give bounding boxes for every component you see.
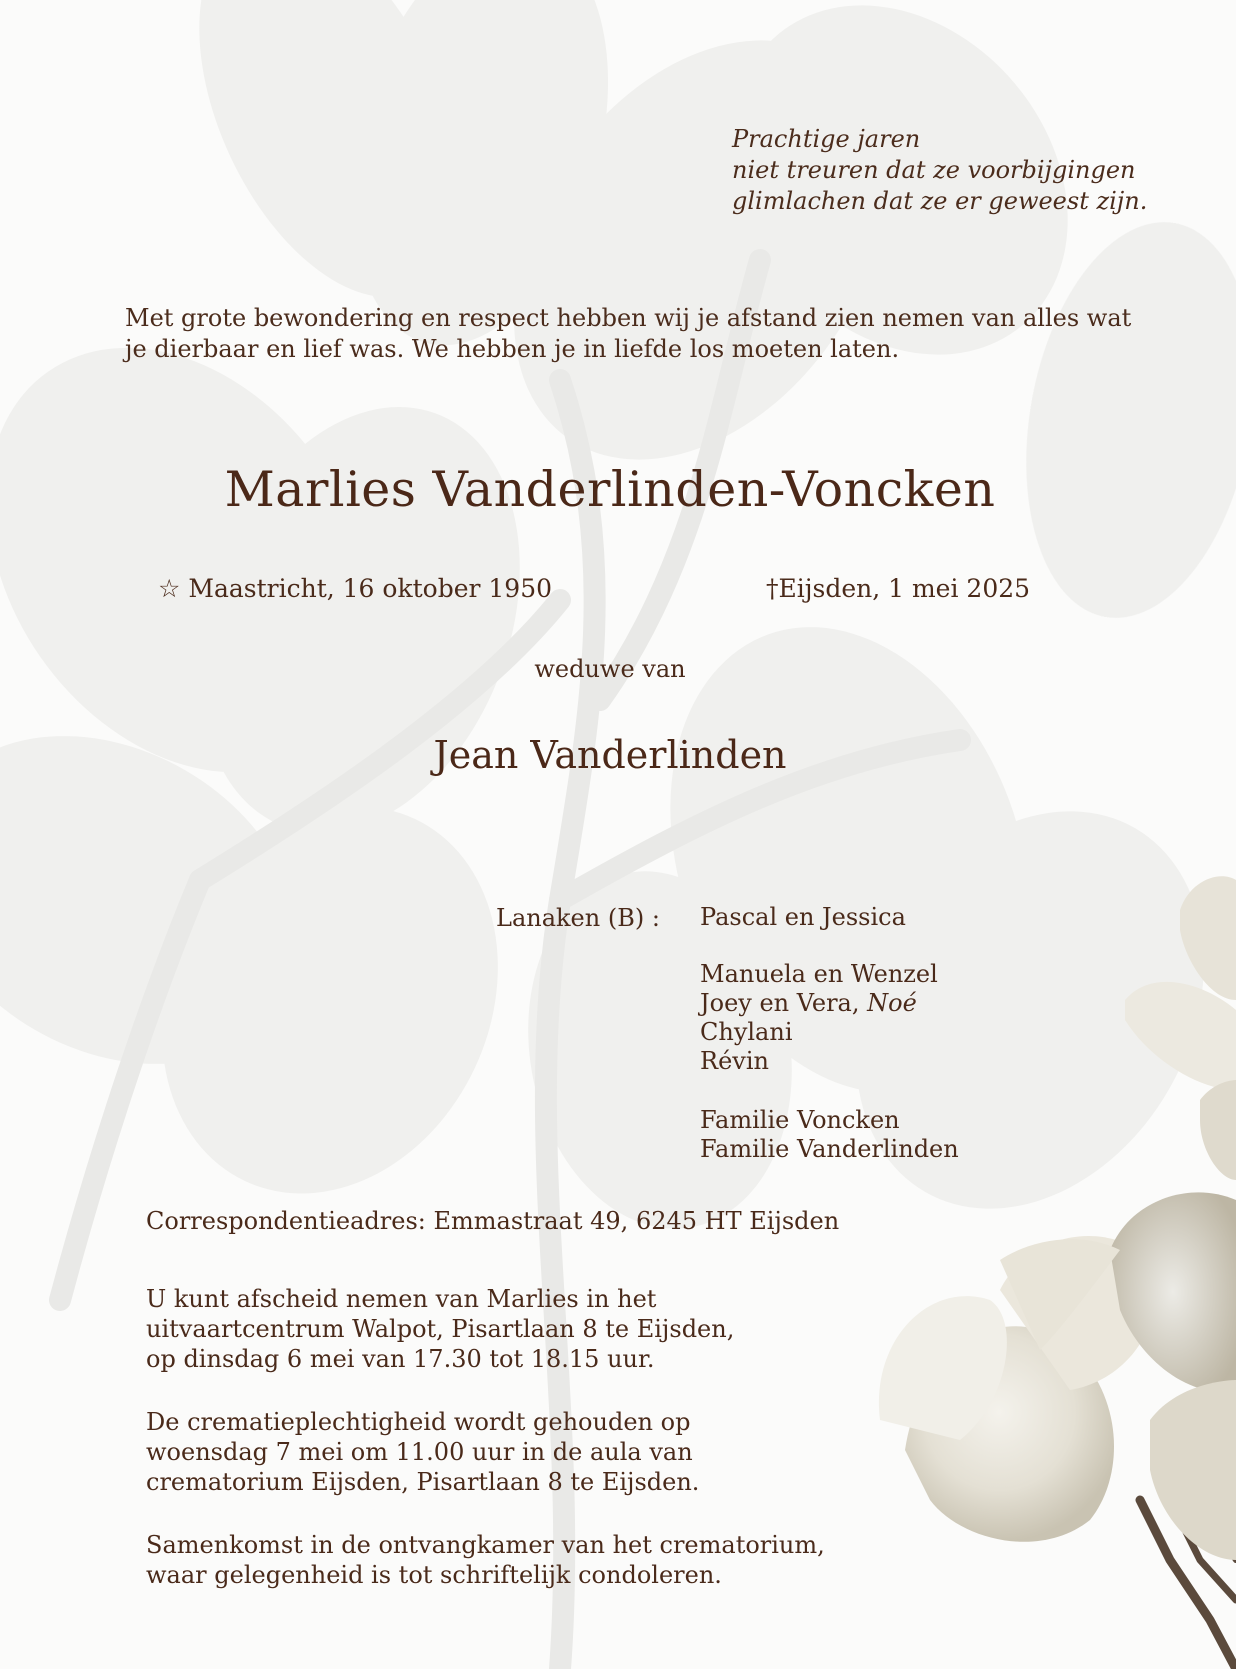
intro-line: je dierbaar en lief was. We hebben je in liefde los moeten laten. [125, 335, 900, 363]
poem [732, 124, 1147, 217]
poem-line: Prachtige jaren [732, 125, 921, 153]
birth-text: Maastricht, 16 oktober 1950 [188, 574, 553, 603]
family-group-3 [700, 1106, 959, 1164]
paragraph-line: waar gelegenheid is tot schriftelijk condoleren. [146, 1561, 722, 1589]
death-info [766, 573, 1030, 605]
deceased-name: Marlies Vanderlinden-Voncken [224, 461, 996, 518]
family-line: Familie Vanderlinden [700, 1135, 959, 1163]
family-line: Manuela en Wenzel [700, 960, 938, 988]
farewell-paragraph [146, 1284, 734, 1374]
family-line: Pascal en Jessica [700, 903, 906, 931]
family-place: Lanaken (B) : [496, 904, 660, 932]
cremation-paragraph [146, 1407, 699, 1497]
intro-text [125, 303, 1131, 365]
poem-line: niet treuren dat ze voorbijgingen [732, 156, 1136, 184]
family-line: Familie Voncken [700, 1106, 900, 1134]
family-line: Révin [700, 1047, 769, 1075]
intro-line: Met grote bewondering en respect hebben wij je afstand zien nemen van alles wat [125, 304, 1132, 332]
family-group-1 [700, 903, 906, 932]
correspondence-address: Correspondentieadres: Emmastraat 49, 6245 HT Eijsden [146, 1207, 840, 1235]
family-line: Chylani [700, 1018, 793, 1046]
family-line [700, 989, 938, 1018]
paragraph-line: U kunt afscheid nemen van Marlies in het [146, 1285, 657, 1313]
star-icon: ☆ [158, 574, 181, 603]
paragraph-line: woensdag 7 mei om 11.00 uur in de aula van [146, 1438, 693, 1466]
family-line-italic: Noé [867, 989, 917, 1017]
gathering-paragraph [146, 1530, 825, 1590]
paragraph-line: Samenkomst in de ontvangkamer van het crematorium, [146, 1531, 825, 1559]
family-group-2 [700, 960, 938, 1076]
paragraph-line: uitvaartcentrum Walpot, Pisartlaan 8 te Eijsden, [146, 1315, 735, 1343]
relation-text: weduwe van [534, 655, 686, 683]
birth-info [158, 573, 552, 605]
paragraph-line: De crematieplechtigheid wordt gehouden op [146, 1408, 691, 1436]
cross-icon: † [766, 574, 779, 603]
paragraph-line: op dinsdag 6 mei van 17.30 tot 18.15 uur. [146, 1345, 655, 1373]
poem-line: glimlachen dat ze er geweest zijn. [732, 187, 1148, 215]
family-line-text: Joey en Vera, [700, 989, 868, 1017]
spouse-name: Jean Vanderlinden [433, 733, 787, 777]
paragraph-line: crematorium Eijsden, Pisartlaan 8 te Eijsden. [146, 1468, 700, 1496]
death-text: Eijsden, 1 mei 2025 [778, 574, 1031, 603]
